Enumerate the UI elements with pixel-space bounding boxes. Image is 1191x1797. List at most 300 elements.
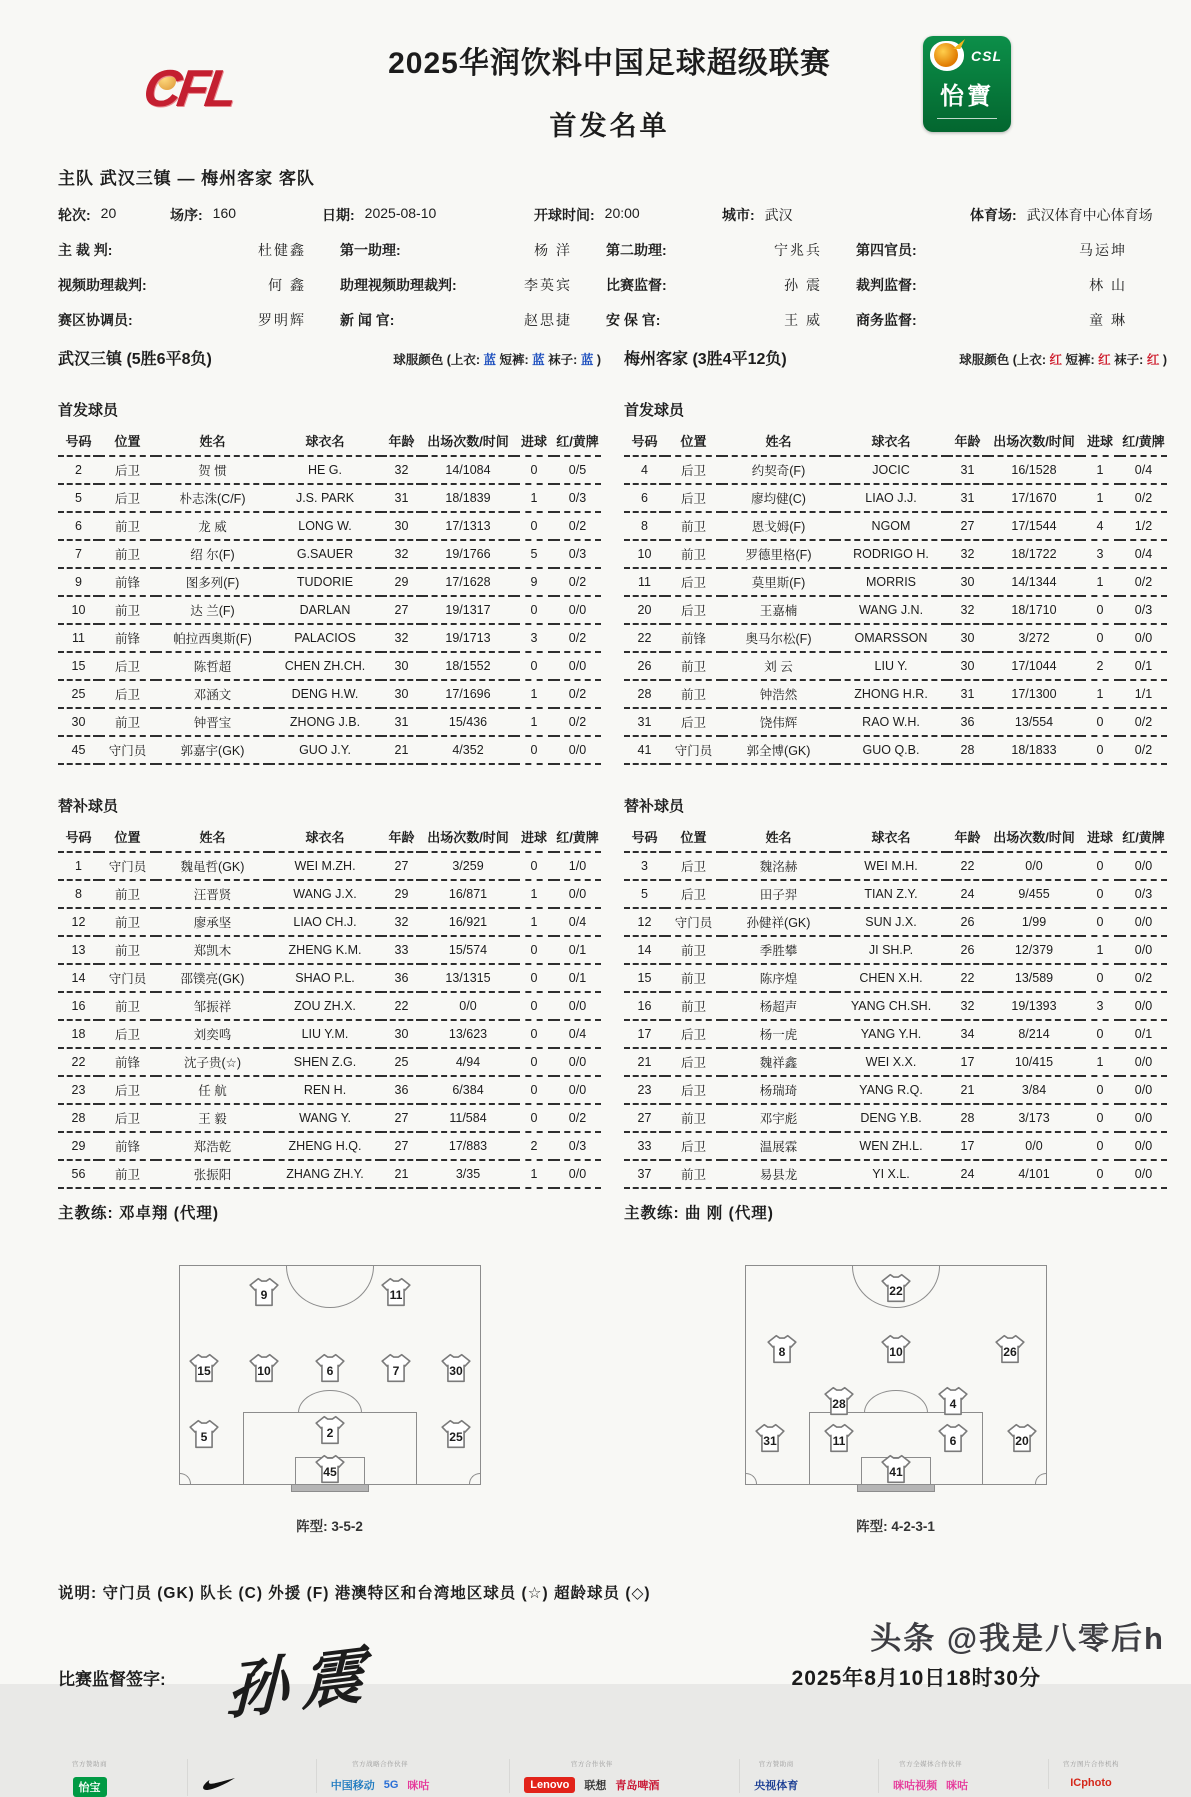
player-cell: 27 xyxy=(381,596,422,624)
info-pair xyxy=(856,240,1161,260)
sponsor-logos xyxy=(893,1777,968,1793)
player-cell: 前卫 xyxy=(99,908,156,936)
player-cell: JOCIC xyxy=(835,456,947,484)
player-cell: 1 xyxy=(514,708,554,736)
player-cell: 1 xyxy=(58,852,99,880)
player-cell: 19/1393 xyxy=(988,992,1080,1020)
player-cell: 17/883 xyxy=(422,1132,514,1160)
player-cell: 7 xyxy=(58,540,99,568)
column-header: 红/黄牌 xyxy=(554,428,601,456)
corner-arc xyxy=(469,1473,481,1485)
player-cell: 0/0 xyxy=(1120,908,1167,936)
player-cell: 1 xyxy=(514,880,554,908)
sponsor-logo: 央视体育 xyxy=(754,1780,799,1792)
player-cell: 15/574 xyxy=(422,936,514,964)
svg-text:5: 5 xyxy=(200,1429,207,1444)
info-text: 开球时间: xyxy=(534,207,595,223)
player-cell: LIAO J.J. xyxy=(835,484,947,512)
info-text: 王 威 xyxy=(784,312,822,328)
player-cell: 5 xyxy=(624,880,665,908)
info-pair xyxy=(322,205,534,225)
player-row xyxy=(58,596,601,624)
player-row xyxy=(58,880,601,908)
kit-shorts-color: 蓝 xyxy=(532,353,545,367)
player-cell: 11/584 xyxy=(422,1104,514,1132)
sponsor-strip xyxy=(58,1759,1161,1797)
player-cell: YANG R.Q. xyxy=(835,1076,947,1104)
kit-shirt-color: 蓝 xyxy=(483,353,497,367)
player-cell: 前卫 xyxy=(665,1160,722,1188)
column-header: 球衣名 xyxy=(835,428,947,456)
player-cell: 前卫 xyxy=(665,992,722,1020)
player-cell: 32 xyxy=(381,456,422,484)
table-header-row xyxy=(624,428,1167,456)
player-cell: 1/0 xyxy=(554,852,601,880)
player-row xyxy=(58,936,601,964)
sponsor-logo: 咪咕 xyxy=(407,1780,430,1792)
player-cell: 14 xyxy=(58,964,99,992)
player-cell: 16/921 xyxy=(422,908,514,936)
info-pair xyxy=(58,275,340,295)
player-row xyxy=(58,624,601,652)
info-text: 武汉 xyxy=(764,207,793,223)
legend-note: 说明: 守门员 (GK) 队长 (C) 外援 (F) 港澳特区和台湾地区球员 (☆) 超龄球员 (◇) xyxy=(58,1585,651,1602)
sponsor-logos xyxy=(524,1777,659,1793)
player-cell: DARLAN xyxy=(269,596,381,624)
column-header: 姓名 xyxy=(722,428,835,456)
player-cell: 14 xyxy=(624,936,665,964)
info-text: 第四官员: xyxy=(856,242,917,258)
player-cell: 0/0 xyxy=(1120,624,1167,652)
player-cell: 6 xyxy=(58,512,99,540)
info-text: 新 闻 官: xyxy=(340,312,395,328)
player-row xyxy=(58,652,601,680)
player-cell: 前卫 xyxy=(99,936,156,964)
column-header: 出场次数/时间 xyxy=(422,428,514,456)
player-row xyxy=(624,1160,1167,1188)
column-header: 进球 xyxy=(514,428,554,456)
player-cell: 后卫 xyxy=(99,680,156,708)
player-cell: 4/352 xyxy=(422,736,514,764)
player-cell: 1 xyxy=(514,908,554,936)
corner-arc xyxy=(1035,1473,1047,1485)
jersey-icon xyxy=(315,1354,345,1383)
player-cell: 0/3 xyxy=(554,1132,601,1160)
player-row xyxy=(58,1132,601,1160)
supervisor-signature-label: 比赛监督签字: xyxy=(58,1669,166,1689)
info-text: 160 xyxy=(212,205,237,221)
player-cell: 28 xyxy=(58,1104,99,1132)
player-row xyxy=(58,1048,601,1076)
table-header-row xyxy=(58,428,601,456)
player-row xyxy=(624,512,1167,540)
info-text: 视频助理裁判: xyxy=(58,277,147,293)
away-team-name: 梅州客家 (3胜4平12负) xyxy=(624,351,787,368)
player-cell: LIAO CH.J. xyxy=(269,908,381,936)
player-cell: 9 xyxy=(514,568,554,596)
player-cell: 4 xyxy=(624,456,665,484)
column-header: 年龄 xyxy=(381,824,422,852)
player-cell: 31 xyxy=(624,708,665,736)
sponsor-group-label: 官方图片合作机构 xyxy=(1062,1761,1119,1768)
info-pair xyxy=(340,240,606,260)
column-header: 红/黄牌 xyxy=(1120,824,1167,852)
player-row xyxy=(624,992,1167,1020)
player-cell: 廖均健(C) xyxy=(722,484,835,512)
player-cell: 0/0 xyxy=(1120,1104,1167,1132)
player-cell: 0/0 xyxy=(1120,852,1167,880)
info-text: 20:00 xyxy=(604,205,640,221)
player-cell: 22 xyxy=(947,852,988,880)
team-header-row xyxy=(58,346,1167,369)
jersey-icon xyxy=(1007,1424,1037,1453)
column-header: 出场次数/时间 xyxy=(988,824,1080,852)
player-cell: 0/2 xyxy=(1120,484,1167,512)
player-cell: 0/0 xyxy=(554,1048,601,1076)
player-cell: 13/623 xyxy=(422,1020,514,1048)
player-cell: 饶伟辉 xyxy=(722,708,835,736)
player-cell: 30 xyxy=(381,680,422,708)
player-cell: ZHONG H.R. xyxy=(835,680,947,708)
badge-top xyxy=(923,36,1011,74)
player-cell: 19/1766 xyxy=(422,540,514,568)
svg-text:2: 2 xyxy=(326,1425,333,1440)
player-cell: 17/1300 xyxy=(988,680,1080,708)
player-cell: 17/1628 xyxy=(422,568,514,596)
player-cell: 后卫 xyxy=(665,456,722,484)
player-cell: 23 xyxy=(624,1076,665,1104)
info-text: 体育场: xyxy=(970,207,1017,223)
player-row xyxy=(58,680,601,708)
column-header: 位置 xyxy=(99,824,156,852)
sponsor-logo: 5G xyxy=(383,1779,399,1791)
player-cell: 后卫 xyxy=(665,1048,722,1076)
center-circle xyxy=(286,1265,374,1308)
sponsor-logos xyxy=(1070,1777,1112,1789)
player-cell: 31 xyxy=(947,456,988,484)
away-formation-label: 阵型: 4-2-3-1 xyxy=(856,1519,935,1534)
svg-text:6: 6 xyxy=(326,1364,333,1379)
player-cell: 守门员 xyxy=(99,852,156,880)
player-cell: 0 xyxy=(514,1076,554,1104)
player-cell: 0/2 xyxy=(554,512,601,540)
player-cell: 0 xyxy=(1080,1020,1120,1048)
svg-text:22: 22 xyxy=(888,1283,903,1298)
player-cell: 30 xyxy=(947,624,988,652)
player-cell: 32 xyxy=(381,540,422,568)
player-cell: RODRIGO H. xyxy=(835,540,947,568)
jersey-icon xyxy=(189,1354,219,1383)
player-cell: WANG J.X. xyxy=(269,880,381,908)
info-pair xyxy=(58,240,340,260)
player-row xyxy=(624,1104,1167,1132)
player-cell: 0/0 xyxy=(554,992,601,1020)
player-row xyxy=(58,568,601,596)
jersey-icon xyxy=(938,1424,968,1453)
jersey-icon xyxy=(995,1334,1025,1363)
player-cell: 0/0 xyxy=(988,852,1080,880)
info-text: 主 裁 判: xyxy=(58,242,113,258)
player-cell: 27 xyxy=(381,852,422,880)
sponsor-logos xyxy=(754,1777,798,1793)
player-cell: 0 xyxy=(514,964,554,992)
player-cell: 17/1670 xyxy=(988,484,1080,512)
player-cell: 0/2 xyxy=(1120,964,1167,992)
player-cell: 6 xyxy=(624,484,665,512)
player-cell: 28 xyxy=(624,680,665,708)
info-pair xyxy=(340,275,606,295)
player-cell: 32 xyxy=(381,624,422,652)
player-cell: 31 xyxy=(947,484,988,512)
header xyxy=(58,28,1161,156)
player-row xyxy=(624,1132,1167,1160)
player-cell: 守门员 xyxy=(99,964,156,992)
jersey-icon xyxy=(441,1354,471,1383)
player-cell: 魏洺赫 xyxy=(722,852,835,880)
player-cell: ZHONG J.B. xyxy=(269,708,381,736)
player-cell: 恩戈姆(F) xyxy=(722,512,835,540)
player-cell: 3/272 xyxy=(988,624,1080,652)
kit-socks-color: 蓝 xyxy=(580,353,594,367)
player-cell: 0/4 xyxy=(1120,540,1167,568)
player-cell: 后卫 xyxy=(99,652,156,680)
player-cell: 王嘉楠 xyxy=(722,596,835,624)
player-cell: 0/2 xyxy=(554,1104,601,1132)
nike-swoosh-icon xyxy=(202,1777,236,1796)
home-starters-table xyxy=(58,428,601,765)
player-cell: 12 xyxy=(624,908,665,936)
player-cell: 14/1344 xyxy=(988,568,1080,596)
player-cell: CHEN X.H. xyxy=(835,964,947,992)
player-cell: 32 xyxy=(381,908,422,936)
player-cell: 前锋 xyxy=(99,568,156,596)
player-cell: 37 xyxy=(624,1160,665,1188)
player-cell: 16 xyxy=(58,992,99,1020)
player-cell: 4/94 xyxy=(422,1048,514,1076)
player-cell: 17/1544 xyxy=(988,512,1080,540)
column-header: 号码 xyxy=(58,824,99,852)
svg-text:11: 11 xyxy=(389,1288,402,1303)
player-cell: 后卫 xyxy=(665,1020,722,1048)
player-cell: 杨超声 xyxy=(722,992,835,1020)
player-cell: 前卫 xyxy=(665,680,722,708)
player-cell: 8 xyxy=(624,512,665,540)
player-cell: 0 xyxy=(1080,880,1120,908)
player-cell: 龙 威 xyxy=(156,512,269,540)
player-cell: 1 xyxy=(1080,456,1120,484)
sponsor-logo: 咪咕视频 xyxy=(893,1780,938,1792)
player-cell: 莫里斯(F) xyxy=(722,568,835,596)
column-header: 进球 xyxy=(1080,428,1120,456)
player-cell: 45 xyxy=(58,736,99,764)
player-cell: LIU Y.M. xyxy=(269,1020,381,1048)
player-cell: 1 xyxy=(1080,1048,1120,1076)
sponsor-logo: 怡宝 xyxy=(73,1777,107,1797)
info-pair xyxy=(58,310,340,330)
svg-text:31: 31 xyxy=(762,1434,777,1449)
info-text: 第二助理: xyxy=(606,242,667,258)
player-cell: 0/4 xyxy=(1120,456,1167,484)
player-cell: 15 xyxy=(58,652,99,680)
penalty-arc xyxy=(298,1390,362,1413)
player-cell: CHEN ZH.CH. xyxy=(269,652,381,680)
player-cell: 31 xyxy=(947,680,988,708)
player-cell: PALACIOS xyxy=(269,624,381,652)
player-cell: 邓涵文 xyxy=(156,680,269,708)
sponsor-group-label: 官方战略合作伙伴 xyxy=(352,1761,409,1768)
player-cell: 1 xyxy=(514,484,554,512)
svg-text:7: 7 xyxy=(392,1364,399,1379)
info-pair xyxy=(58,205,170,225)
info-text: 林 山 xyxy=(1089,277,1127,293)
home-formation-label: 阵型: 3-5-2 xyxy=(296,1519,363,1534)
svg-text:41: 41 xyxy=(888,1464,903,1479)
player-cell: 0 xyxy=(1080,1076,1120,1104)
player-cell: 前锋 xyxy=(99,1132,156,1160)
player-cell: ZHENG K.M. xyxy=(269,936,381,964)
player-row xyxy=(624,624,1167,652)
player-cell: 季胜攀 xyxy=(722,936,835,964)
column-header: 姓名 xyxy=(156,428,269,456)
column-header: 位置 xyxy=(99,428,156,456)
player-cell: 0 xyxy=(514,936,554,964)
player-cell: 郑浩乾 xyxy=(156,1132,269,1160)
svg-text:10: 10 xyxy=(256,1364,271,1379)
player-row xyxy=(624,456,1167,484)
sponsor-logo: 青岛啤酒 xyxy=(615,1780,660,1792)
player-cell: 后卫 xyxy=(99,484,156,512)
player-cell: 3 xyxy=(1080,540,1120,568)
column-header: 姓名 xyxy=(722,824,835,852)
player-cell: 1 xyxy=(514,680,554,708)
player-cell: 17/1696 xyxy=(422,680,514,708)
info-text: 马运坤 xyxy=(1079,242,1127,258)
sponsor-group xyxy=(739,1759,812,1793)
player-cell: 0 xyxy=(514,1104,554,1132)
player-cell: 绍 尔(F) xyxy=(156,540,269,568)
player-cell: 后卫 xyxy=(665,484,722,512)
svg-text:8: 8 xyxy=(778,1344,785,1359)
info-pair xyxy=(606,275,856,295)
player-cell: 21 xyxy=(624,1048,665,1076)
player-cell: 刘 云 xyxy=(722,652,835,680)
player-cell: 约契奇(F) xyxy=(722,456,835,484)
player-cell: ZOU ZH.X. xyxy=(269,992,381,1020)
away-kit-colors xyxy=(959,350,1167,368)
starters-section xyxy=(58,385,1165,765)
info-text: 杨 洋 xyxy=(534,242,572,258)
sponsor-logos xyxy=(331,1777,430,1793)
player-cell: 沈子贵(☆) xyxy=(156,1048,269,1076)
player-row xyxy=(624,880,1167,908)
svg-text:15: 15 xyxy=(196,1364,211,1379)
player-cell: 田子羿 xyxy=(722,880,835,908)
player-cell: 0/2 xyxy=(1120,568,1167,596)
sponsor-group xyxy=(316,1759,444,1793)
player-cell: 守门员 xyxy=(99,736,156,764)
player-cell: 13 xyxy=(58,936,99,964)
player-cell: 30 xyxy=(947,568,988,596)
player-row xyxy=(58,540,601,568)
player-cell: 0 xyxy=(514,852,554,880)
jersey-icon xyxy=(824,1387,854,1416)
officials-row-2 xyxy=(58,275,1161,295)
player-cell: 0/3 xyxy=(554,484,601,512)
info-text: 安 保 官: xyxy=(606,312,661,328)
player-cell: 12/379 xyxy=(988,936,1080,964)
officials-row-1 xyxy=(58,240,1161,260)
player-cell: 22 xyxy=(624,624,665,652)
kit-label: 短裤: xyxy=(499,353,529,367)
player-cell: GUO J.Y. xyxy=(269,736,381,764)
player-cell: 21 xyxy=(381,1160,422,1188)
player-cell: 26 xyxy=(947,936,988,964)
kit-label: 球服颜色 (上衣: xyxy=(959,353,1047,367)
player-cell: 0/0 xyxy=(422,992,514,1020)
player-cell: 0 xyxy=(1080,852,1120,880)
player-cell: 30 xyxy=(58,708,99,736)
column-header: 年龄 xyxy=(381,428,422,456)
player-cell: 0/1 xyxy=(554,936,601,964)
info-text: 孙 震 xyxy=(784,277,822,293)
player-cell: 15 xyxy=(624,964,665,992)
player-cell: 0/2 xyxy=(554,568,601,596)
table-header-row xyxy=(58,824,601,852)
player-cell: 26 xyxy=(947,908,988,936)
jersey-icon xyxy=(381,1278,411,1307)
player-row xyxy=(58,512,601,540)
player-cell: 后卫 xyxy=(665,568,722,596)
player-cell: 廖承坚 xyxy=(156,908,269,936)
column-header: 球衣名 xyxy=(269,428,381,456)
player-cell: 汪晋贤 xyxy=(156,880,269,908)
player-cell: 13/1315 xyxy=(422,964,514,992)
player-cell: 0 xyxy=(514,456,554,484)
player-cell: 0/2 xyxy=(1120,736,1167,764)
player-cell: 0/0 xyxy=(554,596,601,624)
sponsor-logo: ICphoto xyxy=(1070,1777,1112,1789)
column-header: 进球 xyxy=(1080,824,1120,852)
player-cell: 3 xyxy=(514,624,554,652)
player-cell: 朴志洙(C/F) xyxy=(156,484,269,512)
column-header: 号码 xyxy=(58,428,99,456)
watermark: 头条 @我是八零后h xyxy=(870,1621,1165,1656)
sponsor-group-label: 官方全媒体合作伙伴 xyxy=(899,1761,963,1768)
player-row xyxy=(58,1076,601,1104)
player-cell: 后卫 xyxy=(665,708,722,736)
player-cell: 3 xyxy=(1080,992,1120,1020)
kit-label: 袜子: xyxy=(548,353,578,367)
table-header-row xyxy=(624,824,1167,852)
player-cell: 易县龙 xyxy=(722,1160,835,1188)
player-cell: 守门员 xyxy=(665,908,722,936)
player-cell: 0/0 xyxy=(1120,936,1167,964)
away-formation xyxy=(624,1265,1167,1535)
player-cell: 29 xyxy=(58,1132,99,1160)
home-pitch-diagram xyxy=(179,1265,481,1485)
column-header: 姓名 xyxy=(156,824,269,852)
sponsor-group xyxy=(187,1759,250,1796)
match-info-row xyxy=(58,205,1161,225)
column-header: 红/黄牌 xyxy=(554,824,601,852)
info-text: 裁判监督: xyxy=(856,277,917,293)
sponsor-group-label: 官方合作伙伴 xyxy=(570,1761,613,1768)
home-subs-table xyxy=(58,824,601,1189)
player-cell: 王 毅 xyxy=(156,1104,269,1132)
player-row xyxy=(624,908,1167,936)
player-cell: 守门员 xyxy=(665,736,722,764)
player-cell: 27 xyxy=(381,1132,422,1160)
